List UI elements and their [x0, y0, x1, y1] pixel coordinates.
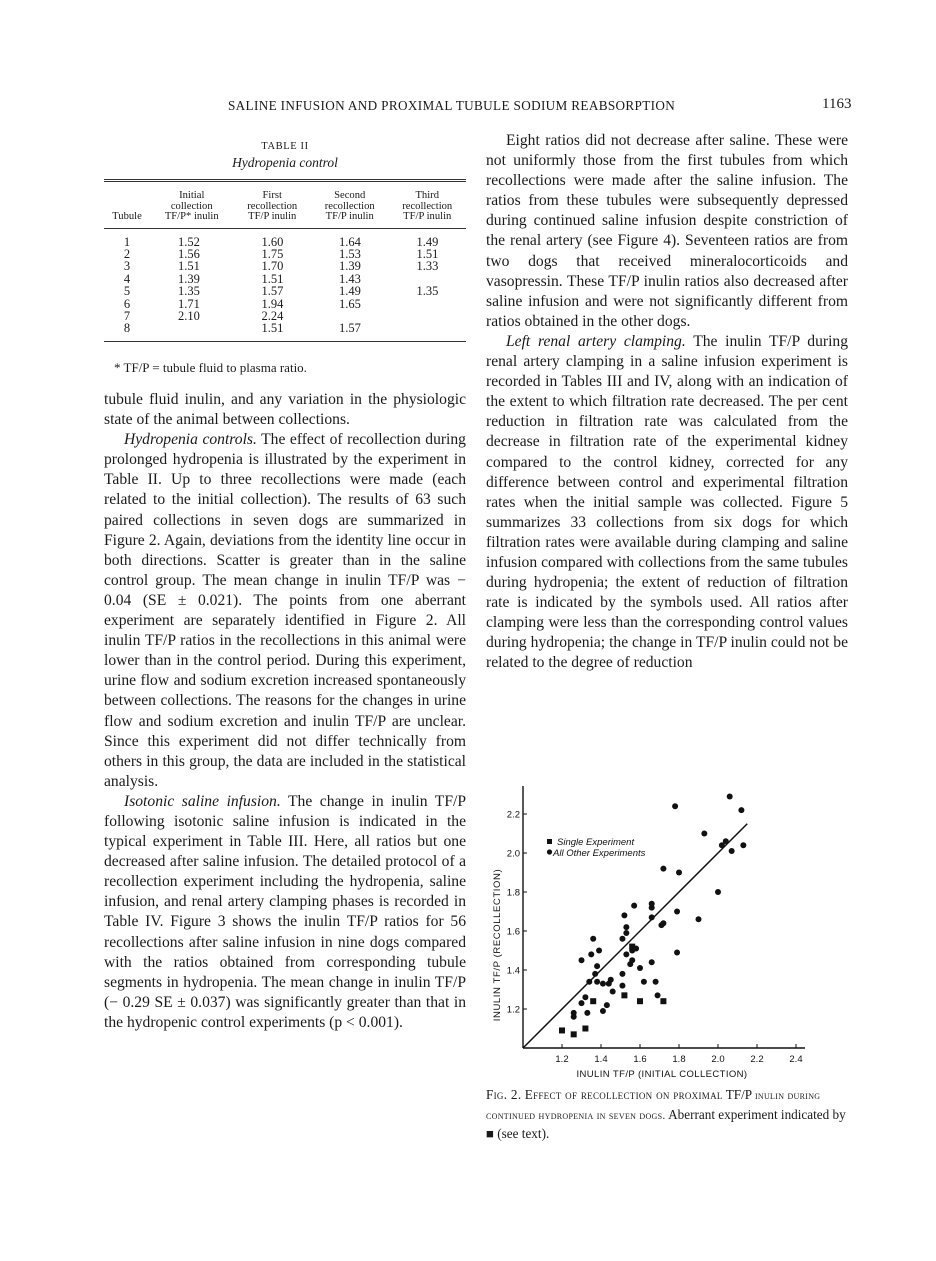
data-point-circle: [623, 930, 629, 936]
table-cell: 1.33: [416, 259, 439, 274]
table-cell: 2.24: [261, 308, 284, 323]
y-tick-label: 1.2: [506, 1004, 520, 1016]
table-cell: 1.51: [261, 271, 284, 286]
section-heading: Hydropenia controls.: [124, 431, 257, 449]
x-tick-label: 1.4: [594, 1054, 608, 1065]
data-point-circle: [579, 957, 585, 963]
x-tick-label: 2.2: [750, 1054, 764, 1065]
y-tick-label: 2.2: [506, 809, 520, 821]
data-point-circle: [631, 903, 637, 909]
data-point-circle: [696, 916, 702, 922]
x-tick-label: 2.0: [711, 1054, 725, 1065]
data-point-circle: [674, 949, 680, 955]
data-point-circle: [715, 889, 721, 895]
column-header: Second recollection TF/P inulin: [311, 181, 388, 229]
column-header: Initial collection TF/P* inulin: [150, 181, 234, 229]
table-row: [104, 260, 466, 272]
data-point-circle: [727, 793, 733, 799]
table-cell: 7: [123, 308, 131, 323]
data-point-circle: [608, 977, 614, 983]
table-row: [104, 285, 466, 297]
data-point-circle: [672, 803, 678, 809]
scatter-figure: [488, 780, 828, 1080]
data-point-circle: [660, 866, 666, 872]
legend-label: All Other Experiments: [553, 848, 646, 859]
table-cell: 3: [123, 259, 131, 274]
table-cell: 1.71: [178, 296, 200, 311]
hydropenia-control-table: [104, 179, 466, 342]
data-point-circle: [592, 971, 598, 977]
chart-axes: [492, 786, 805, 1080]
table-row: [104, 298, 466, 310]
data-point-circle: [610, 988, 616, 994]
table-cell: [388, 310, 466, 322]
data-point-circle: [633, 946, 639, 952]
data-point-circle: [584, 1010, 590, 1016]
table-cell: 1.53: [338, 246, 361, 261]
table-title: Hydropenia control: [232, 155, 338, 170]
column-header: Tubule: [104, 181, 150, 229]
table-cell: [388, 298, 466, 310]
table-row: [104, 310, 466, 322]
data-point-circle: [649, 959, 655, 965]
data-point-circle: [594, 979, 600, 985]
paragraph-hydropenia-controls: [104, 430, 466, 792]
x-tick-label: 2.4: [789, 1054, 803, 1065]
running-title: SALINE INFUSION AND PROXIMAL TUBULE SODIUM REABSORPTION: [228, 98, 676, 113]
x-axis-label: INULIN TF/P (INITIAL COLLECTION): [576, 1069, 748, 1080]
table-cell: 2.10: [178, 308, 200, 323]
data-point-square: [590, 998, 596, 1004]
table-cell: 1.64: [338, 234, 361, 249]
data-point-circle: [655, 992, 661, 998]
table-row: [104, 273, 466, 285]
data-point-circle: [619, 983, 625, 989]
table-cell: 1.56: [178, 246, 200, 261]
table-cell: 1.49: [338, 284, 361, 299]
data-point-circle: [586, 979, 592, 985]
data-point-square: [660, 998, 666, 1004]
table-cell: 1.75: [261, 246, 284, 261]
legend-circle-icon: [547, 849, 552, 854]
table-cell: 5: [123, 284, 131, 299]
table-cell: 1.39: [178, 271, 200, 286]
x-tick-label: 1.8: [672, 1054, 686, 1065]
data-point-circle: [641, 979, 647, 985]
data-point-circle: [637, 965, 643, 971]
data-point-square: [559, 1027, 565, 1033]
chart-points: [559, 793, 746, 1037]
data-point-square: [637, 998, 643, 1004]
caption-title: Effect of recollection on proximal: [524, 1087, 723, 1102]
caption-title-2: inulin during continued hydropenia in seven dogs.: [486, 1090, 821, 1122]
data-point-circle: [590, 936, 596, 942]
table-cell: 1.57: [311, 322, 388, 341]
table-header: [104, 181, 466, 229]
table-cell: 1.94: [261, 296, 284, 311]
table-cell: 1.52: [178, 234, 200, 249]
data-point-circle: [660, 920, 666, 926]
paragraph-text: The effect of recollection during prolonged hydropenia is illustrated by the experiment in Table II. Up to three recollections were made (each related to the initial collection). The results of 63 such paired collections in seven dogs are summarized in Figure 2. Again, deviations from the identity line occur in both directions. Scatter is greater than in the saline control group. The mean change in inulin TF/P was − 0.04 (SE ± 0.021). The points from one aberrant experiment are separately identified in Figure 2. All inulin TF/P ratios in the recollections in this animal were lower than in the control period. During this experiment, urine flow and sodium excretion increased spontaneously between collections. The reasons for the changes in urine flow and sodium excretion and inulin TF/P are unclear. Since this experiment did not differ technically from others in this group, the data are included in the statistical analysis.: [104, 431, 466, 790]
table-row: [104, 322, 466, 341]
table-cell: 8: [104, 322, 150, 341]
data-point-circle: [701, 831, 707, 837]
caption-note: Aberrant experiment indicated by ■ (see text).: [486, 1106, 846, 1141]
table-row: [104, 228, 466, 248]
table-cell: 6: [123, 296, 131, 311]
y-axis-label: INULIN TF/P (RECOLLECTION): [492, 868, 503, 1022]
data-point-circle: [596, 948, 602, 954]
left-column: [104, 390, 466, 1033]
paragraph-text: The inulin TF/P during renal artery clamping in a saline infusion experiment is recorded in Tables III and IV, along with an indication of the extent to which filtration rate decreased. The per cent reduction in filtration rate was calculated from the decrease in filtration rate of the experimental kidney compared to the control kidney, corrected for any difference between control and experimental filtration rates when the initial sample was collected. Figure 5 summarizes 33 collections from six dogs for which filtration rates were available during clamping and saline infusion compared with collections from the same tubules during hydropenia; the extent of reduction of filtration rate is indicated by the symbols used. All ratios after clamping were less than the corresponding control values during hydropenia; the change in TF/P inulin could not be related to the degree of reduction: [486, 332, 848, 672]
data-point-circle: [729, 848, 735, 854]
data-point-circle: [649, 914, 655, 920]
caption-tfp: TF/P: [722, 1087, 752, 1102]
table-cell: 1.51: [178, 259, 200, 274]
table-cell: 1.65: [338, 296, 361, 311]
section-heading: Left renal artery clamping.: [506, 332, 686, 350]
data-point-circle: [629, 957, 635, 963]
x-tick-label: 1.6: [633, 1054, 647, 1065]
table-cell: [388, 322, 466, 341]
table-body: [104, 228, 466, 341]
table-row: [104, 248, 466, 260]
table-cell: 2: [123, 246, 131, 261]
data-point-circle: [649, 901, 655, 907]
data-point-circle: [653, 979, 659, 985]
right-column: [486, 131, 848, 674]
data-point-circle: [740, 842, 746, 848]
data-point-square: [582, 1026, 588, 1032]
table-cell: 1.60: [261, 234, 284, 249]
figure-caption: [486, 1086, 848, 1143]
column-header: Third recollection TF/P inulin: [388, 181, 466, 229]
table-cell: 1.49: [416, 234, 439, 249]
table-cell: 1.57: [261, 284, 284, 299]
table-cell: 1.35: [178, 284, 200, 299]
paragraph: tubule fluid inulin, and any variation in the physiologic state of the animal between collections.: [104, 391, 466, 429]
y-tick-label: 1.6: [506, 926, 520, 938]
data-point-circle: [594, 963, 600, 969]
data-point-square: [621, 992, 627, 998]
data-point-circle: [676, 870, 682, 876]
legend-label: Single Experiment: [557, 837, 635, 848]
table-footnote: * TF/P = tubule fluid to plasma ratio.: [114, 360, 307, 375]
x-tick-label: 1.2: [555, 1054, 569, 1065]
page-number: 1163: [822, 96, 852, 112]
data-point-circle: [621, 912, 627, 918]
table-cell: 1.39: [338, 259, 361, 274]
column-header: First recollection TF/P inulin: [234, 181, 311, 229]
data-point-circle: [738, 807, 744, 813]
data-point-circle: [600, 1008, 606, 1014]
data-point-square: [571, 1031, 577, 1037]
data-point-circle: [674, 909, 680, 915]
y-tick-label: 2.0: [506, 848, 520, 860]
table-cell: 1.43: [338, 271, 361, 286]
paragraph-text: The change in inulin TF/P following isotonic saline infusion is indicated in the typical experiment in Table III. Here, all ratios but one decreased after saline infusion. The detailed protocol of a recollection experiment including the hydropenia, saline infusion, and renal artery clamping phases is recorded in Table IV. Figure 3 shows the inulin TF/P ratios for 56 recollections after saline infusion in nine dogs compared with the ratios obtained from corresponding tubule segments in hydropenia. The mean change in inulin TF/P (− 0.29 SE ± 0.037) was significantly greater than that in the hydropenic control experiments (p < 0.001).: [104, 792, 467, 1031]
data-point-circle: [623, 924, 629, 930]
y-tick-label: 1.4: [506, 965, 520, 977]
data-point-circle: [582, 994, 588, 1000]
y-tick-label: 1.8: [506, 887, 520, 899]
data-point-circle: [588, 951, 594, 957]
table-cell: 1: [123, 234, 131, 249]
paragraph: Eight ratios did not decrease after saline. These were not uniformly those from the first tubules from which recollections were made after the saline infusion. The ratios from these tubules were subsequently depressed during continued saline infusion despite constriction of the renal artery (see Figure 4). Seventeen ratios are from two dogs that received mineralocorticoids and vasopressin. These TF/P inulin ratios also decreased after saline infusion and were not significantly different from ratios obtained in the other dogs.: [486, 132, 848, 330]
data-point-circle: [619, 971, 625, 977]
data-point-circle: [604, 1002, 610, 1008]
table-cell: [150, 322, 234, 341]
data-point-circle: [579, 1000, 585, 1006]
section-heading: Isotonic saline infusion.: [124, 792, 281, 810]
data-point-circle: [623, 951, 629, 957]
table-label: TABLE II: [261, 141, 309, 152]
caption-label: Fig. 2.: [486, 1087, 522, 1102]
paragraph-renal-clamping: [486, 332, 848, 674]
data-point-circle: [723, 838, 729, 844]
data-point-circle: [619, 936, 625, 942]
table-cell: 1.35: [416, 284, 439, 299]
table-cell: 1.51: [234, 322, 311, 341]
table-cell: 1.51: [416, 246, 439, 261]
data-point-circle: [571, 1010, 577, 1016]
data-point-circle: [600, 981, 606, 987]
table-cell: 1.70: [261, 259, 284, 274]
paragraph-isotonic-saline: [104, 792, 466, 1033]
legend-square-icon: [547, 839, 552, 844]
table-cell: 4: [123, 271, 131, 286]
